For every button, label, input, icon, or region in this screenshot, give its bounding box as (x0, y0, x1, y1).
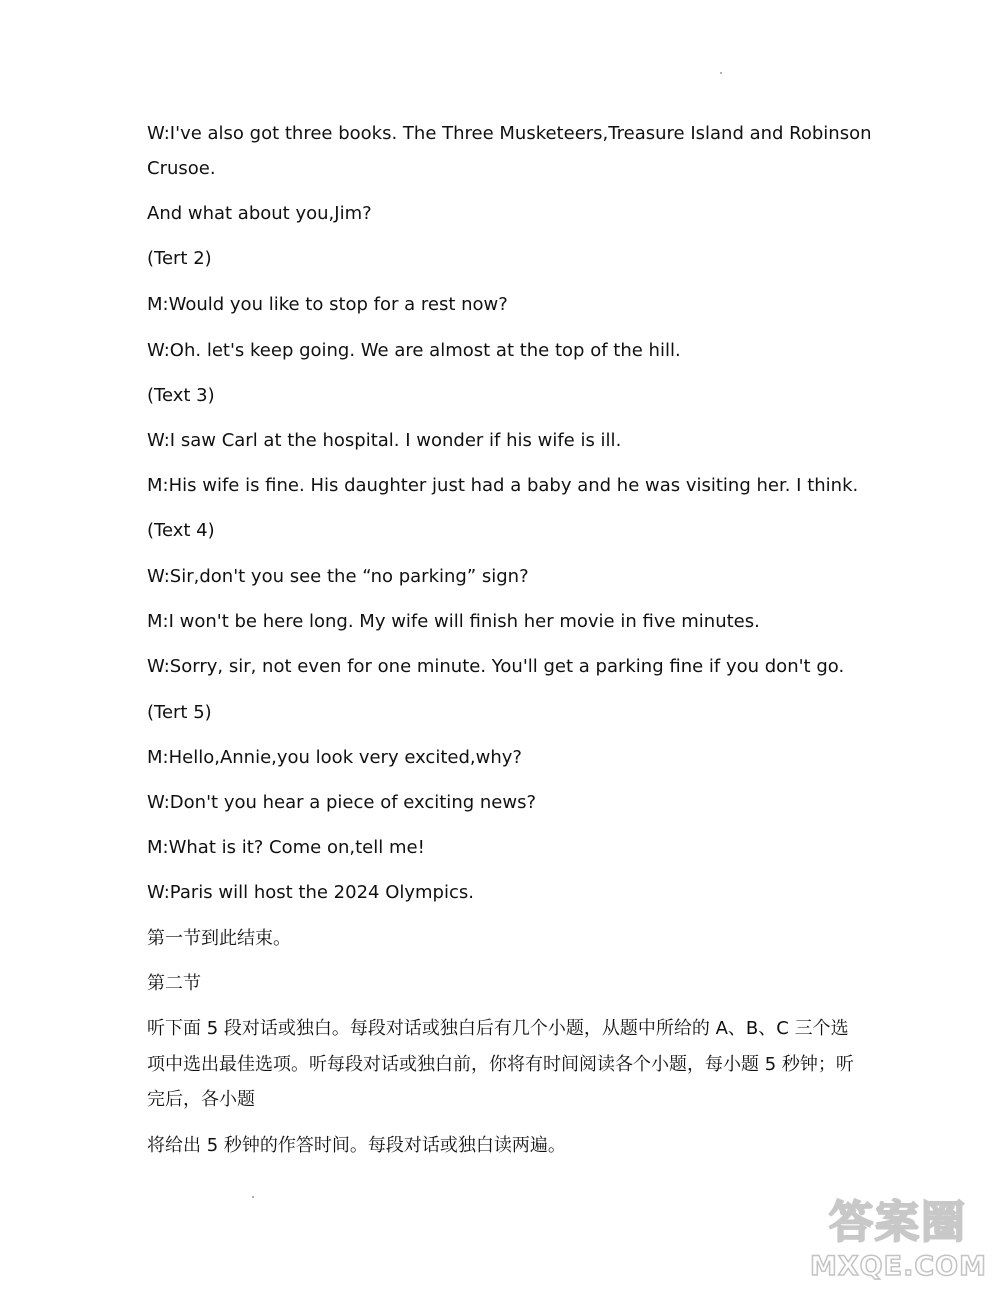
dialogue-line: W:Oh. let's keep going. We are almost at the top of the hill. (147, 340, 681, 361)
scan-speck (720, 72, 722, 74)
dialogue-line: W:I've also got three books. The Three Musketeers,Treasure Island and Robinson (147, 123, 872, 144)
text-heading: (Tert 2) (147, 248, 212, 269)
text-heading: (Tert 5) (147, 702, 212, 723)
instruction-line: 听下面 5 段对话或独白。每段对话或独白后有几个小题，从题中所给的 A、B、C 三个选 (147, 1018, 849, 1039)
section-heading: 第二节 (147, 973, 201, 994)
dialogue-line: Crusoe. (147, 158, 216, 179)
dialogue-line: W:I saw Carl at the hospital. I wonder if his wife is ill. (147, 430, 622, 451)
dialogue-line: W:Sorry, sir, not even for one minute. You'll get a parking fine if you don't go. (147, 656, 845, 677)
site-watermark (810, 1198, 986, 1286)
section-end-note: 第一节到此结束。 (147, 928, 291, 949)
dialogue-line: M:Hello,Annie,you look very excited,why? (147, 747, 522, 768)
dialogue-line: M:What is it? Come on,tell me! (147, 837, 425, 858)
scan-speck (252, 1196, 254, 1198)
instruction-line: 项中选出最佳选项。听每段对话或独白前，你将有时间阅读各个小题，每小题 5 秒钟；听 (147, 1054, 854, 1075)
text-heading: (Text 3) (147, 385, 215, 406)
dialogue-line: M:I won't be here long. My wife will finish her movie in five minutes. (147, 611, 760, 632)
dialogue-line: M:His wife is fine. His daughter just had a baby and he was visiting her. I think. (147, 475, 859, 496)
instruction-line: 将给出 5 秒钟的作答时间。每段对话或独白读两遍。 (147, 1135, 566, 1156)
watermark-domain: MXQE.COM (810, 1251, 987, 1282)
text-heading: (Text 4) (147, 520, 215, 541)
watermark-logo: 答案圈 (829, 1197, 967, 1248)
dialogue-line: W:Sir,don't you see the “no parking” sign? (147, 566, 529, 587)
dialogue-line: And what about you,Jim? (147, 203, 372, 224)
dialogue-line: W:Paris will host the 2024 Olympics. (147, 882, 474, 903)
dialogue-line: W:Don't you hear a piece of exciting news? (147, 792, 537, 813)
instruction-line: 完后，各小题 (147, 1089, 255, 1110)
dialogue-line: M:Would you like to stop for a rest now? (147, 294, 508, 315)
